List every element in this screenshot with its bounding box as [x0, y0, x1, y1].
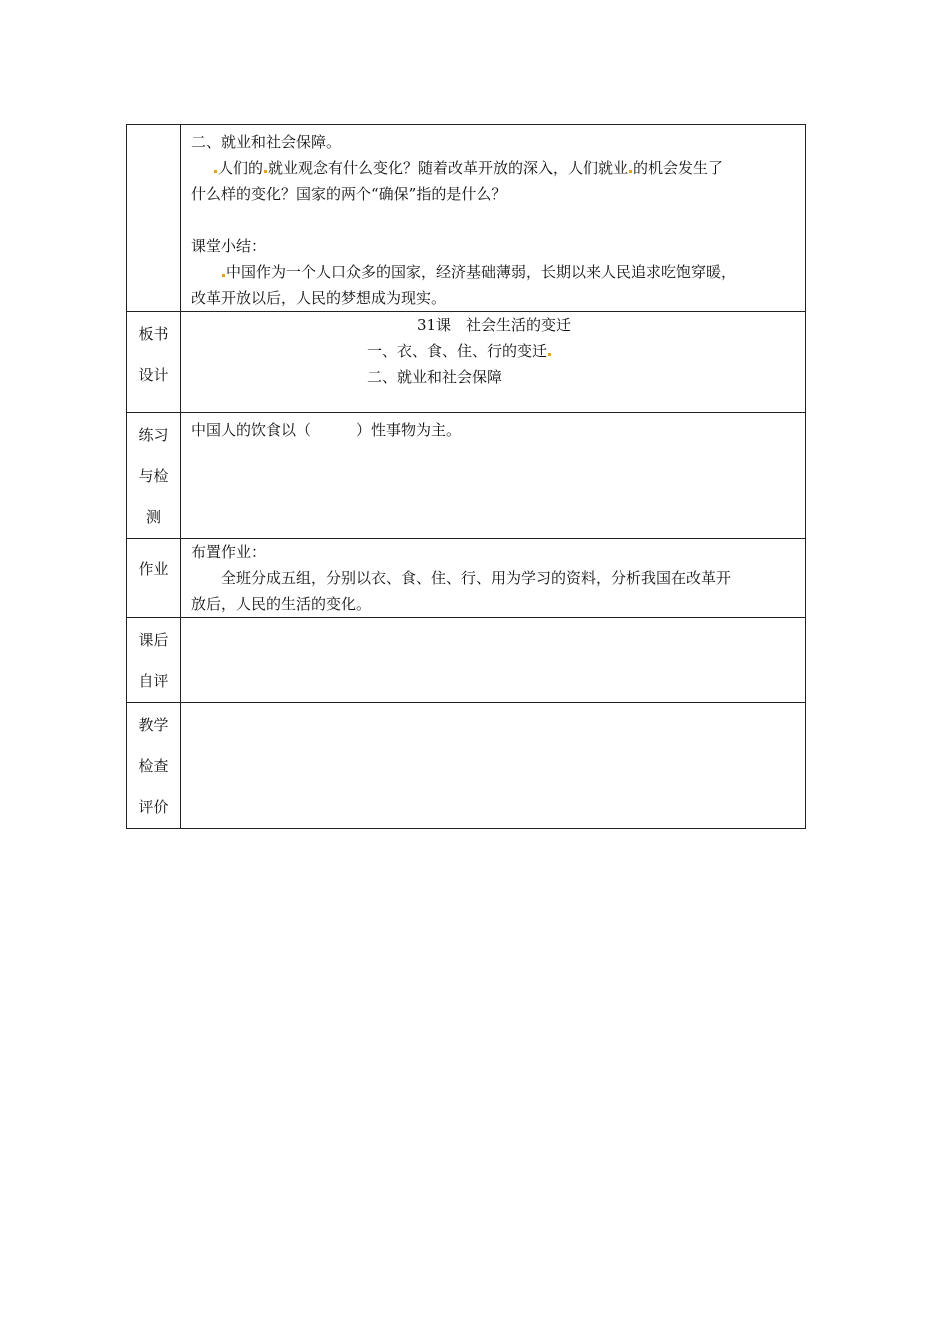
practice-question: 中国人的饮食以（ ）性事物为主。 [191, 421, 462, 439]
board-title: 31课 社会生活的变迁 [416, 316, 572, 334]
label-inspection-3: 评价 [138, 798, 169, 816]
label-board-2: 设计 [138, 366, 169, 384]
content-cell-inspection [181, 703, 806, 829]
summary-title: 课堂小结： [191, 237, 267, 255]
content-cell-employment [181, 125, 806, 312]
label-cell-self-eval [127, 618, 181, 703]
highlight-mark [222, 274, 225, 277]
board-item-2: 二、就业和社会保障 [367, 368, 503, 386]
content-cell-practice [181, 413, 806, 539]
lesson-plan-table [126, 124, 806, 829]
label-cell-practice [127, 413, 181, 539]
row-practice [127, 413, 806, 539]
summary-continuation: 改革开放以后，人民的梦想成为现实。 [191, 289, 447, 307]
content-cell-homework [181, 539, 806, 618]
summary-paragraph: 中国作为一个人口众多的国家，经济基础薄弱，长期以来人民追求吃饱穿暖， [191, 259, 797, 285]
content-cell-board [181, 312, 806, 413]
highlight-mark [548, 353, 551, 356]
row-employment-section [127, 125, 806, 312]
label-cell-empty [127, 125, 181, 312]
label-practice-1: 练习 [138, 426, 169, 444]
row-inspection [127, 703, 806, 829]
homework-title: 布置作业： [191, 543, 267, 561]
question-continuation: 什么样的变化？国家的两个“确保”指的是什么？ [191, 185, 507, 203]
label-practice-2: 与检 [138, 467, 169, 485]
label-cell-board [127, 312, 181, 413]
label-inspection-2: 检查 [138, 757, 169, 775]
label-cell-homework [127, 539, 181, 618]
question-paragraph: 人们的 就业观念有什么变化？随着改革开放的深入，人们就业 的机会发生了 [191, 155, 797, 181]
row-self-evaluation [127, 618, 806, 703]
highlight-mark [214, 170, 217, 173]
label-inspection-1: 教学 [138, 716, 169, 734]
label-self-eval-1: 课后 [138, 631, 169, 649]
homework-text: 全班分成五组，分别以衣、食、住、行、用为学习的资料，分析我国在改革开 [221, 569, 732, 587]
label-cell-inspection [127, 703, 181, 829]
section-heading: 二、就业和社会保障。 [191, 133, 342, 151]
label-practice-3: 测 [145, 508, 161, 526]
label-self-eval-2: 自评 [138, 672, 169, 690]
board-item-1: 一、衣、食、住、行的变迁 [191, 338, 797, 364]
label-homework: 作业 [138, 560, 169, 578]
label-board-1: 板书 [138, 325, 169, 343]
row-board-design [127, 312, 806, 413]
row-homework [127, 539, 806, 618]
highlight-mark [629, 170, 632, 173]
highlight-mark [264, 170, 267, 173]
content-cell-self-eval [181, 618, 806, 703]
homework-continuation: 放后，人民的生活的变化。 [191, 595, 372, 613]
